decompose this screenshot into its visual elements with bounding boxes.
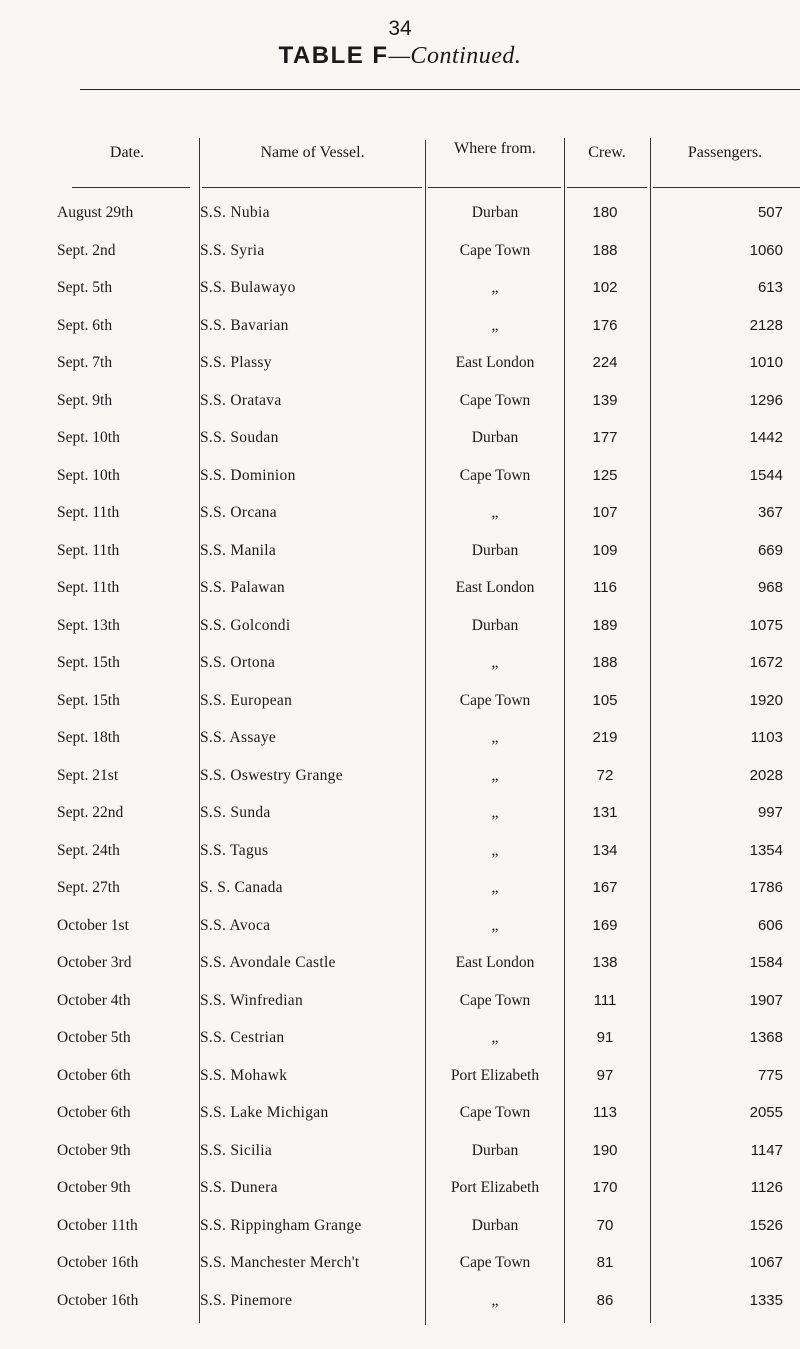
cell-date: August 29th	[57, 204, 134, 221]
cell-from: „	[491, 729, 499, 746]
cell-crew: 91	[596, 1029, 614, 1046]
cell-date: October 6th	[57, 1066, 131, 1084]
cell-crew: 177	[592, 429, 618, 446]
cell-passengers: 1103	[750, 729, 783, 746]
cell-vessel: S.S. Sicilia	[200, 1141, 273, 1159]
cell-date: October 4th	[57, 991, 131, 1009]
table-row	[0, 992, 800, 1030]
cell-date: October 1st	[57, 916, 129, 934]
cell-date: Sept. 10th	[57, 429, 120, 446]
cell-vessel: S.S. Syria	[200, 241, 265, 259]
cell-passengers: 1010	[749, 354, 783, 371]
cell-crew: 125	[592, 466, 618, 484]
cell-vessel: S.S. European	[200, 691, 293, 709]
cell-passengers: 775	[757, 1066, 783, 1084]
cell-vessel: S.S. Bavarian	[200, 316, 289, 334]
cell-date: Sept. 11th	[57, 541, 120, 559]
table-row	[0, 429, 800, 467]
cell-crew: 111	[593, 991, 617, 1009]
cell-date: October 16th	[57, 1291, 139, 1309]
table-row	[0, 654, 800, 692]
cell-passengers: 2128	[749, 316, 783, 334]
cell-date: October 5th	[57, 1029, 131, 1046]
cell-vessel: S.S. Lake Michigan	[200, 1104, 329, 1121]
cell-date: October 11th	[57, 1216, 138, 1234]
cell-vessel: S.S. Rippingham Grange	[200, 1216, 362, 1234]
cell-crew: 188	[592, 654, 618, 671]
table-row	[0, 879, 800, 917]
cell-date: Sept. 9th	[57, 391, 113, 409]
cell-vessel: S.S. Cestrian	[200, 1029, 285, 1046]
cell-passengers: 1907	[749, 991, 783, 1009]
cell-crew: 188	[592, 241, 618, 259]
cell-from: Cape Town	[459, 241, 531, 259]
cell-vessel: S. S. Canada	[200, 879, 283, 896]
cell-from: Durban	[471, 1141, 519, 1159]
table-row	[0, 729, 800, 767]
header-date: Date.	[109, 144, 145, 161]
cell-vessel: S.S. Manchester Merch't	[200, 1254, 360, 1271]
table-title-continued: —Continued.	[388, 43, 522, 69]
cell-date: Sept. 10th	[57, 466, 120, 484]
header-crew: Crew.	[588, 144, 626, 161]
table-row	[0, 617, 800, 655]
cell-crew: 167	[592, 879, 618, 896]
table-row	[0, 504, 800, 542]
cell-vessel: S.S. Manila	[200, 541, 277, 559]
table-row	[0, 1179, 800, 1217]
table-top-rule	[80, 89, 800, 90]
cell-passengers: 1296	[749, 391, 783, 409]
cell-vessel: S.S. Oswestry Grange	[200, 766, 343, 784]
cell-passengers: 613	[757, 279, 783, 296]
cell-passengers: 1368	[749, 1029, 783, 1046]
cell-passengers: 1067	[749, 1254, 783, 1271]
table-row	[0, 1292, 800, 1330]
cell-passengers: 1335	[749, 1291, 783, 1309]
header-underline	[428, 187, 561, 188]
cell-vessel: S.S. Winfredian	[200, 991, 304, 1009]
cell-date: October 9th	[57, 1179, 131, 1196]
cell-date: Sept. 13th	[57, 616, 120, 634]
cell-date: Sept. 15th	[57, 654, 120, 671]
cell-from: Cape Town	[459, 391, 531, 409]
table-row	[0, 842, 800, 880]
cell-passengers: 1672	[749, 654, 783, 671]
table-row	[0, 917, 800, 955]
cell-date: Sept. 11th	[57, 504, 120, 521]
table-row	[0, 392, 800, 430]
cell-from: East London	[455, 354, 535, 371]
cell-from: „	[491, 279, 499, 296]
cell-vessel: S.S. Orcana	[200, 504, 277, 521]
cell-crew: 176	[592, 316, 618, 334]
cell-passengers: 1147	[750, 1141, 783, 1159]
cell-vessel: S.S. Avoca	[200, 916, 271, 934]
table-title	[0, 42, 800, 70]
cell-passengers: 606	[757, 916, 783, 934]
cell-from: „	[491, 1291, 499, 1309]
cell-crew: 81	[596, 1254, 614, 1271]
cell-date: Sept. 5th	[57, 279, 113, 296]
cell-vessel: S.S. Golcondi	[200, 616, 291, 634]
cell-crew: 139	[592, 391, 618, 409]
cell-date: Sept. 18th	[57, 729, 120, 746]
header-vessel: Name of Vessel.	[260, 144, 365, 161]
cell-date: Sept. 6th	[57, 316, 113, 334]
cell-date: Sept. 11th	[57, 579, 120, 596]
cell-passengers: 669	[757, 541, 783, 559]
cell-passengers: 507	[757, 204, 783, 221]
cell-vessel: S.S. Oratava	[200, 391, 282, 409]
cell-crew: 70	[596, 1216, 614, 1234]
table-row	[0, 1029, 800, 1067]
cell-crew: 219	[592, 729, 618, 746]
cell-from: Durban	[471, 616, 519, 634]
header-from: Where from.	[454, 140, 536, 157]
header-underline	[567, 187, 647, 188]
cell-from: „	[491, 766, 499, 784]
cell-crew: 97	[596, 1066, 614, 1084]
cell-from: „	[491, 804, 499, 821]
cell-crew: 224	[592, 354, 618, 371]
cell-crew: 107	[592, 504, 618, 521]
cell-vessel: S.S. Bulawayo	[200, 279, 296, 296]
cell-crew: 134	[592, 841, 618, 859]
cell-crew: 180	[592, 204, 618, 221]
cell-vessel: S.S. Sunda	[200, 804, 271, 821]
cell-from: Cape Town	[459, 691, 531, 709]
cell-from: „	[491, 916, 499, 934]
cell-vessel: S.S. Assaye	[200, 729, 277, 746]
cell-date: Sept. 27th	[57, 879, 120, 896]
cell-from: Cape Town	[459, 1254, 531, 1271]
cell-passengers: 1526	[749, 1216, 783, 1234]
cell-date: Sept. 21st	[57, 766, 119, 784]
table-row	[0, 579, 800, 617]
cell-crew: 169	[592, 916, 618, 934]
cell-from: Durban	[471, 429, 519, 446]
table-row	[0, 692, 800, 730]
cell-passengers: 1126	[750, 1179, 783, 1196]
table-body	[0, 204, 800, 1329]
cell-date: Sept. 15th	[57, 691, 120, 709]
cell-passengers: 1354	[749, 841, 783, 859]
cell-from: „	[491, 1029, 499, 1046]
cell-from: East London	[455, 579, 535, 596]
cell-date: Sept. 7th	[57, 354, 113, 371]
cell-passengers: 1544	[749, 466, 783, 484]
table-row	[0, 1217, 800, 1255]
cell-crew: 102	[592, 279, 618, 296]
table-row	[0, 279, 800, 317]
table-row	[0, 317, 800, 355]
cell-passengers: 1920	[749, 691, 783, 709]
cell-vessel: S.S. Nubia	[200, 204, 270, 221]
cell-crew: 72	[596, 766, 614, 784]
cell-passengers: 367	[757, 504, 783, 521]
cell-crew: 105	[592, 691, 618, 709]
cell-from: Port Elizabeth	[450, 1179, 540, 1196]
cell-date: October 3rd	[57, 954, 132, 971]
cell-vessel: S.S. Tagus	[200, 841, 269, 859]
header-underline	[202, 187, 422, 188]
header-passengers: Passengers.	[687, 144, 763, 161]
cell-date: October 6th	[57, 1104, 131, 1121]
cell-vessel: S.S. Pinemore	[200, 1291, 293, 1309]
cell-from: East London	[455, 954, 535, 971]
table-row	[0, 242, 800, 280]
cell-vessel: S.S. Soudan	[200, 429, 279, 446]
cell-vessel: S.S. Dunera	[200, 1179, 278, 1196]
cell-vessel: S.S. Palawan	[200, 579, 285, 596]
cell-crew: 189	[592, 616, 618, 634]
cell-passengers: 1786	[749, 879, 783, 896]
cell-vessel: S.S. Mohawk	[200, 1066, 288, 1084]
table-row	[0, 542, 800, 580]
cell-date: Sept. 22nd	[57, 804, 124, 821]
table-row	[0, 204, 800, 242]
table-row	[0, 1254, 800, 1292]
cell-date: Sept. 2nd	[57, 241, 116, 259]
cell-crew: 170	[592, 1179, 618, 1196]
cell-crew: 138	[592, 954, 618, 971]
table-row	[0, 1067, 800, 1105]
cell-date: October 16th	[57, 1254, 139, 1271]
cell-date: Sept. 24th	[57, 841, 120, 859]
table-row	[0, 1142, 800, 1180]
table-row	[0, 954, 800, 992]
cell-crew: 109	[592, 541, 618, 559]
cell-from: Durban	[471, 204, 519, 221]
cell-passengers: 1442	[749, 429, 783, 446]
table-row	[0, 467, 800, 505]
cell-passengers: 2028	[749, 766, 783, 784]
table-row	[0, 354, 800, 392]
page-number: 34	[388, 17, 412, 40]
cell-passengers: 1584	[749, 954, 783, 971]
table-row	[0, 1104, 800, 1142]
cell-from: „	[491, 654, 499, 671]
cell-from: Durban	[471, 541, 519, 559]
cell-crew: 113	[593, 1104, 617, 1121]
cell-from: „	[491, 841, 499, 859]
cell-crew: 131	[592, 804, 618, 821]
table-row	[0, 804, 800, 842]
cell-crew: 190	[592, 1141, 618, 1159]
cell-from: Cape Town	[459, 991, 531, 1009]
cell-vessel: S.S. Plassy	[200, 354, 272, 371]
cell-passengers: 1060	[749, 241, 783, 259]
cell-passengers: 2055	[749, 1104, 783, 1121]
cell-from: „	[491, 504, 499, 521]
cell-from: „	[491, 316, 499, 334]
cell-from: Durban	[471, 1216, 519, 1234]
cell-vessel: S.S. Avondale Castle	[200, 954, 336, 971]
header-underline	[72, 187, 190, 188]
cell-from: Cape Town	[459, 466, 531, 484]
cell-from: „	[491, 879, 499, 896]
cell-passengers: 1075	[749, 616, 783, 634]
cell-passengers: 997	[757, 804, 783, 821]
table-title-main: TABLE F	[278, 42, 389, 69]
cell-from: Port Elizabeth	[450, 1066, 540, 1084]
cell-date: October 9th	[57, 1141, 131, 1159]
cell-passengers: 968	[757, 579, 783, 596]
cell-crew: 116	[593, 579, 617, 596]
cell-vessel: S.S. Dominion	[200, 466, 296, 484]
cell-crew: 86	[596, 1291, 614, 1309]
cell-from: Cape Town	[459, 1104, 531, 1121]
header-underline	[653, 187, 800, 188]
cell-vessel: S.S. Ortona	[200, 654, 276, 671]
table-row	[0, 767, 800, 805]
